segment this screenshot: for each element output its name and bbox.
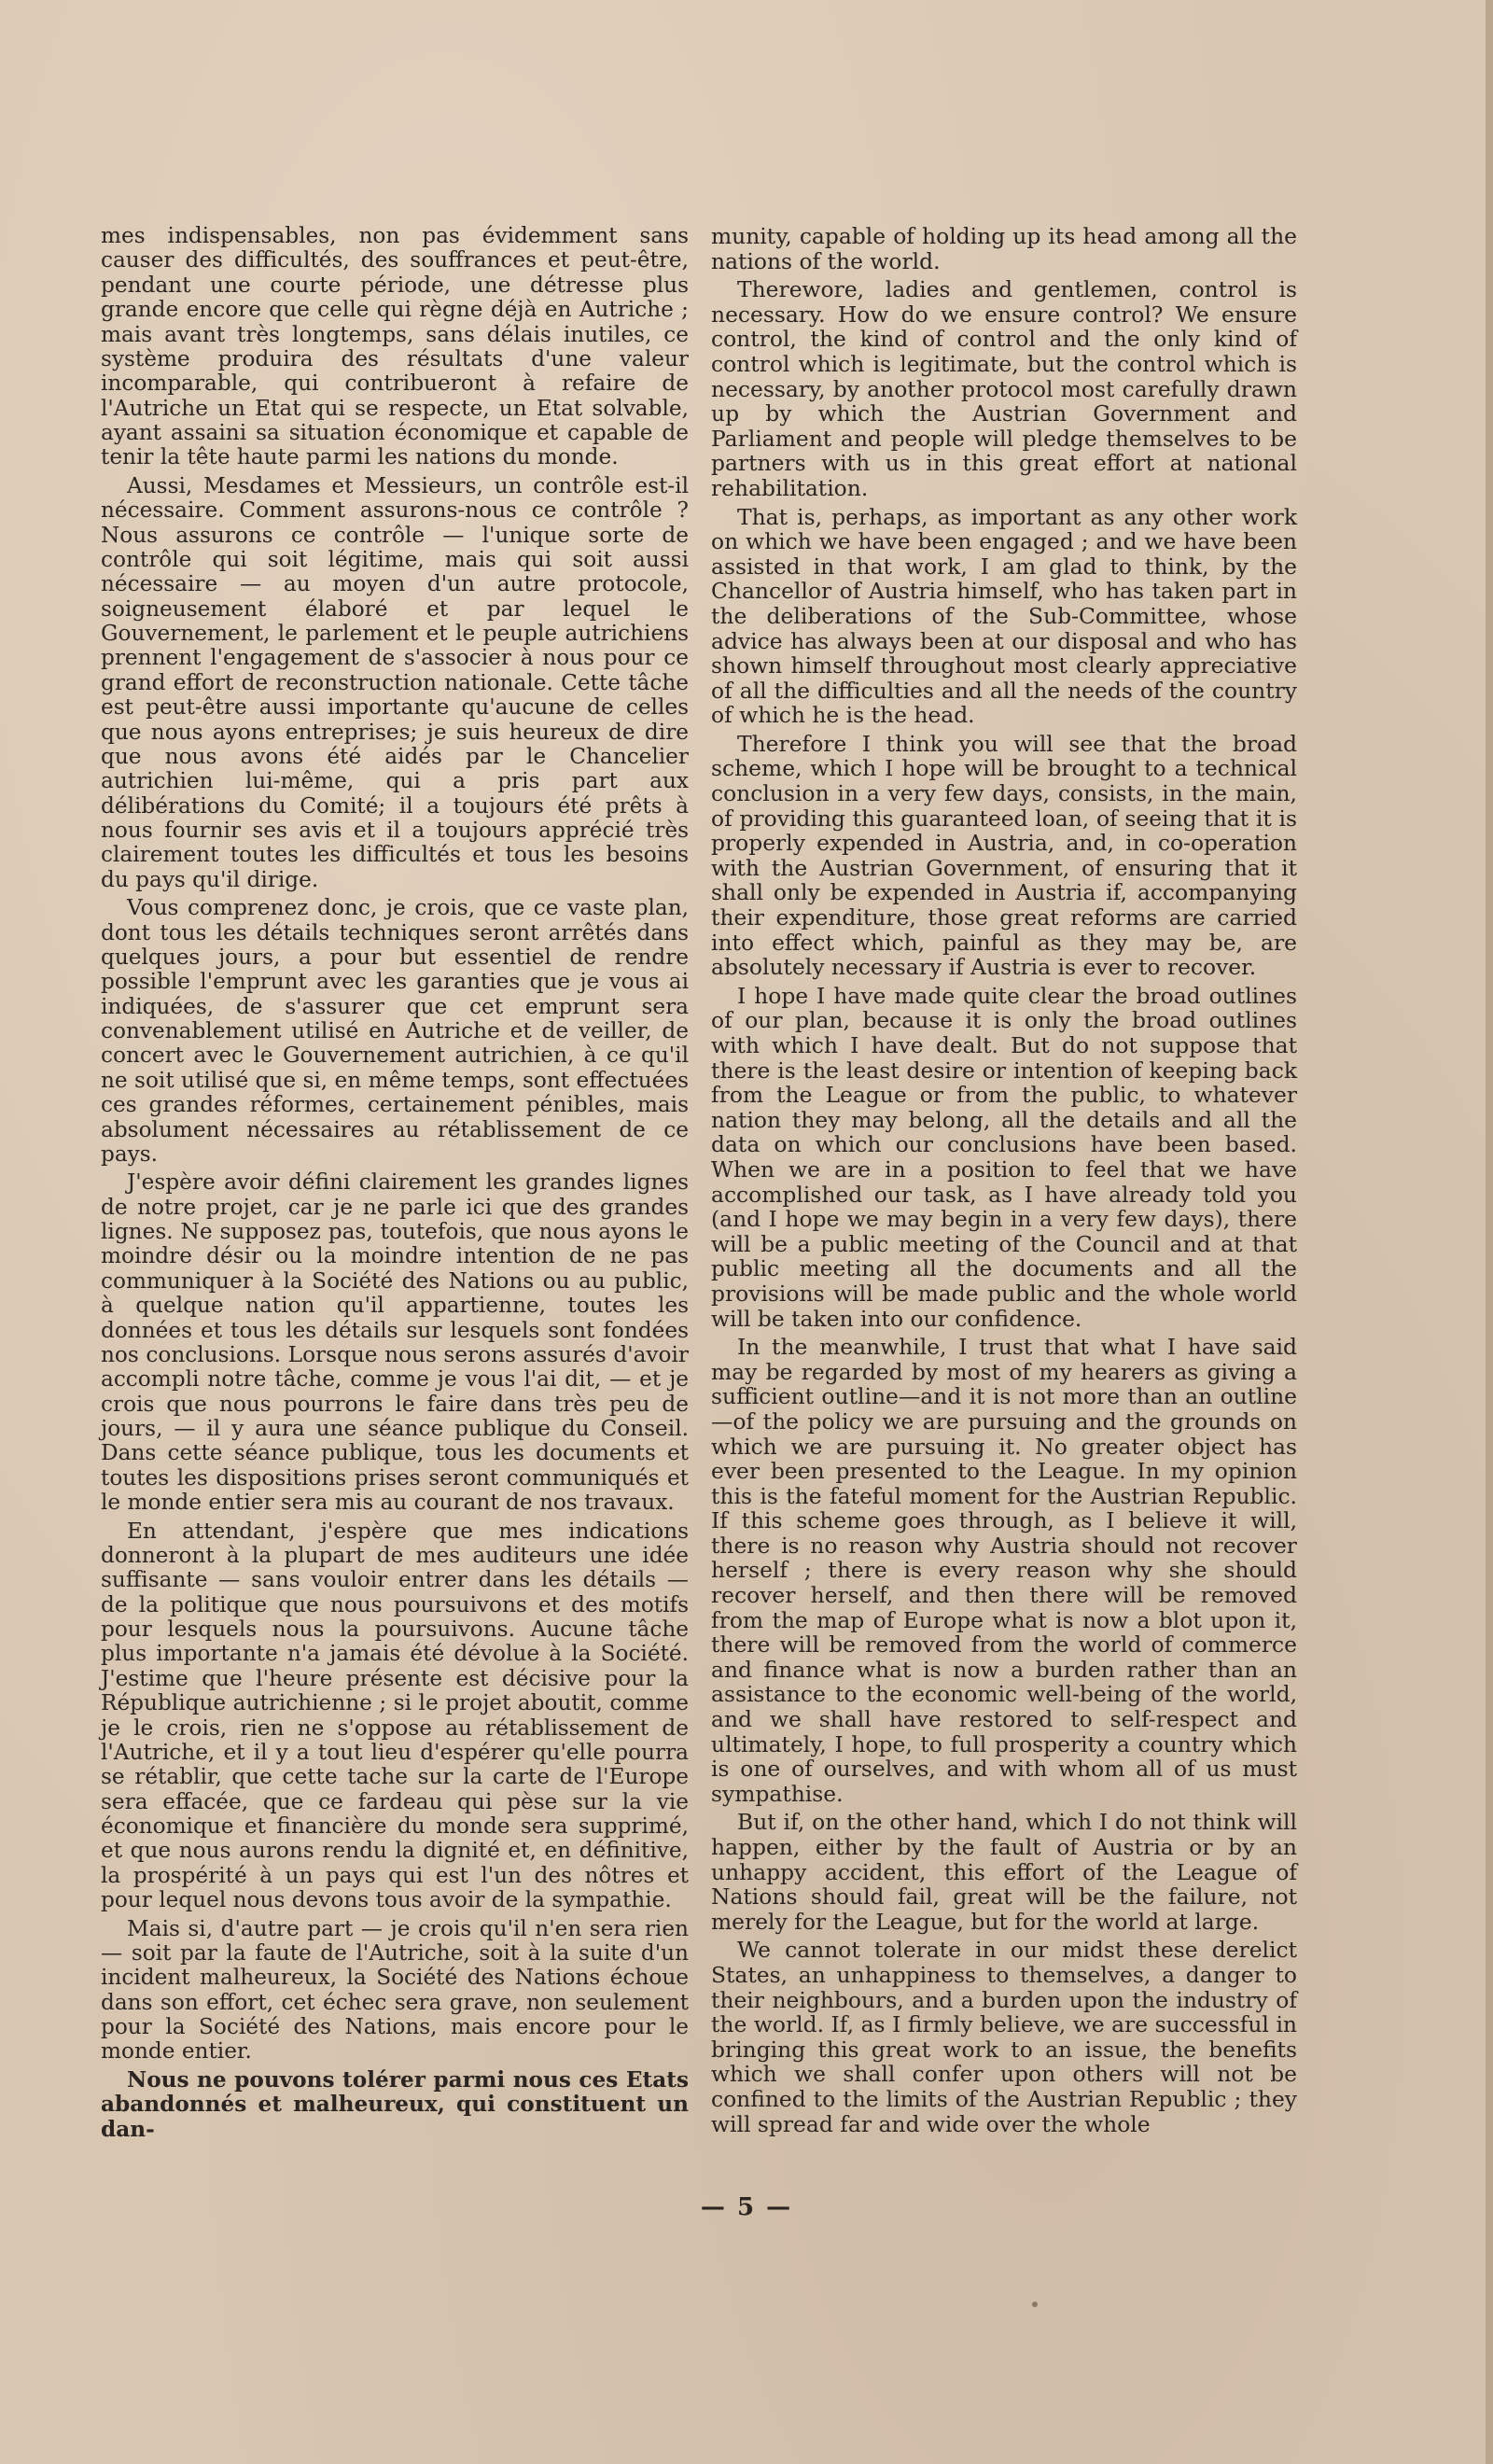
paragraph: Mais si, d'autre part — je crois qu'il n'en sera rien — soit par la faute de l'Autriche, soit à la suite d'un incident malheureux, la Société des Nations échoue dans son effort, cet échec sera grave, non seulement pour la Société des Nations, mais encore pour le monde entier. (101, 1915, 689, 2065)
ink-speck (1032, 2302, 1038, 2307)
paragraph: Therefore I think you will see that the broad scheme, which I hope will be brought to a technical conclusion in a very few days, consists, in the main, of providing this guaranteed loan, of seeing that it is properly expended in Austria, and, in co-operation with the Austrian Government, of ensuring that it shall only be expended in Austria if, accompanying their expenditure, those great reforms are carried into effect which, painful as they may be, are absolutely necessary if Austria is ever to recover. (711, 730, 1297, 981)
paragraph: Vous comprenez donc, je crois, que ce vaste plan, dont tous les détails techniques seront arrêtés dans quelques jours, a pour but essentiel de rendre possible l'emprunt avec les garanties que je vous ai indiquées, de s'assurer que cet emprunt sera convenablement utilisé en Autriche et de veiller, de concert avec le Gouvernement autrichien, à ce qu'il ne soit utilisé que si, en même temps, sont effectuées ces grandes réformes, certainement pénibles, mais absolument nécessaires au rétablissement de ce pays. (101, 895, 689, 1167)
paragraph: We cannot tolerate in our midst these derelict States, an unhappiness to themselves, a danger to their neighbours, and a burden upon the industry of the world. If, as I firmly believe, we are successful in bringing this great work to an issue, the benefits which we shall confer upon others will not be confined to the limits of the Austrian Republic ; they will spread far and wide over the whole (711, 1937, 1297, 2137)
paragraph: Therewore, ladies and gentlemen, control is necessary. How do we ensure control? We ensure control, the kind of control and the only kind of control which is legitimate, but the control which is necessary, by another protocol most carefully drawn up by which the Austrian Government and Parliament and people will pledge themselves to be partners with us in this great effort at national rehabilitation. (711, 276, 1297, 501)
paragraph: But if, on the other hand, which I do not think will happen, either by the fault of Austria or by an unhappy accident, this effort of the League of Nations should fail, great will be the failure, not merely for the League, but for the world at large. (711, 1809, 1297, 1935)
paragraph: J'espère avoir défini clairement les grandes lignes de notre projet, car je ne parle ici que des grandes lignes. Ne supposez pas, toutefois, que nous ayons le moindre désir ou la moindre intention de ne pas communiquer à la Société des Nations ou au public, à quelque nation qu'il appartienne, toutes les données et tous les détails sur lesquels sont fondées nos conclusions. Lorsque nous serons assurés d'avoir accompli notre tâche, comme je vous l'ai dit, — et je crois que nous pourrons le faire dans très peu de jours, — il y aura une séance publique du Conseil. Dans cette séance publique, tous les documents et toutes les dispositions prises seront communiqués et le monde entier sera mis au courant de nos travaux. (101, 1169, 689, 1516)
paragraph: Nous ne pouvons tolérer parmi nous ces Etats abandonnés et malheureux, qui constituent un dan- (101, 2066, 689, 2142)
paragraph: In the meanwhile, I trust that what I have said may be regarded by most of my hearers as giving a sufficient outline—and it is not more than an outline—of the policy we are pursuing and the grounds on which we are pursuing it. No greater object has ever been presented to the League. In my opinion this is the fateful moment for the Austrian Republic. If this scheme goes through, as I believe it will, there is no reason why Austria should not recover herself ; there is every reason why she should recover herself, and then there will be removed from the map of Europe what is now a blot upon it, there will be removed from the world of commerce and finance what is now a burden rather than an assistance to the economic well-being of the world, and we shall have restored to self-respect and ultimately, I hope, to full prosperity a country which is one of ourselves, and with whom all of us must sympathise. (711, 1334, 1297, 1807)
english-column (711, 224, 1297, 2140)
paragraph: Aussi, Mesdames et Messieurs, un contrôle est-il nécessaire. Comment assurons-nous ce contrôle ? Nous assurons ce contrôle — l'unique sorte de contrôle qui soit légitime, mais qui soit aussi nécessaire — au moyen d'un autre protocole, soigneusement élaboré et par lequel le Gouvernement, le parlement et le peuple autrichiens prennent l'engagement de s'associer à nous pour ce grand effort de reconstruction nationale. Cette tâche est peut-être aussi importante qu'aucune de celles que nous ayons entreprises; je suis heureux de dire que nous avons été aidés par le Chancelier autrichien lui-même, qui a pris part aux délibérations du Comité; il a toujours été prêts à nous fournir ses avis et il a toujours apprécié très clairement toutes les difficultés et tous les besoins du pays qu'il dirige. (101, 472, 689, 892)
paragraph: mes indispensables, non pas évidemment sans causer des difficultés, des souffrances et peut-être, pendant une courte période, une détresse plus grande encore que celle qui règne déjà en Autriche ; mais avant très longtemps, sans délais inutiles, ce système produira des résultats d'une valeur incomparable, qui contribueront à refaire de l'Autriche un Etat qui se respecte, un Etat solvable, ayant assaini sa situation économique et capable de tenir la tête haute parmi les nations du monde. (101, 223, 689, 470)
paper-edge (1486, 0, 1493, 2464)
paragraph: En attendant, j'espère que mes indications donneront à la plupart de mes auditeurs une idée suffisante — sans vouloir entrer dans les détails — de la politique que nous poursuivons et des motifs pour lesquels nous la poursuivons. Aucune tâche plus importante n'a jamais été dévolue à la Société. J'estime que l'heure présente est décisive pour la République autrichienne ; si le projet aboutit, comme je le crois, rien ne s'oppose au rétablissement de l'Autriche, et il y a tout lieu d'espérer qu'elle pourra se rétablir, que cette tache sur la carte de l'Europe sera effacée, que ce fardeau qui pèse sur la vie économique et financière du monde sera supprimé, et que nous aurons rendu la dignité et, en définitive, la prospérité à un pays qui est l'un des nôtres et pour lequel nous devons tous avoir de la sympathie. (101, 1518, 689, 1913)
french-column (101, 224, 689, 2146)
paragraph: That is, perhaps, as important as any other work on which we have been engaged ; and we have been assisted in that work, I am glad to think, by the Chancellor of Austria himself, who has taken part in the deliberations of the Sub-Committee, whose advice has always been at our disposal and who has shown himself throughout most clearly appreciative of all the difficulties and all the needs of the country of which he is the head. (711, 503, 1297, 729)
paragraph: munity, capable of holding up its head among all the nations of the world. (711, 223, 1297, 274)
paragraph: I hope I have made quite clear the broad outlines of our plan, because it is only the broad outlines with which I have dealt. But do not suppose that there is the least desire or intention of keeping back from the League or from the public, to whatever nation they may belong, all the details and all the data on which our conclusions have been based. When we are in a position to feel that we have accomplished our task, as I have already told you (and I hope we may begin in a very few days), there will be a public meeting of the Council and at that public meeting all the documents and all the provisions will be made public and the whole world will be taken into our confidence. (711, 982, 1297, 1332)
page-number: — 5 — (700, 2193, 793, 2221)
